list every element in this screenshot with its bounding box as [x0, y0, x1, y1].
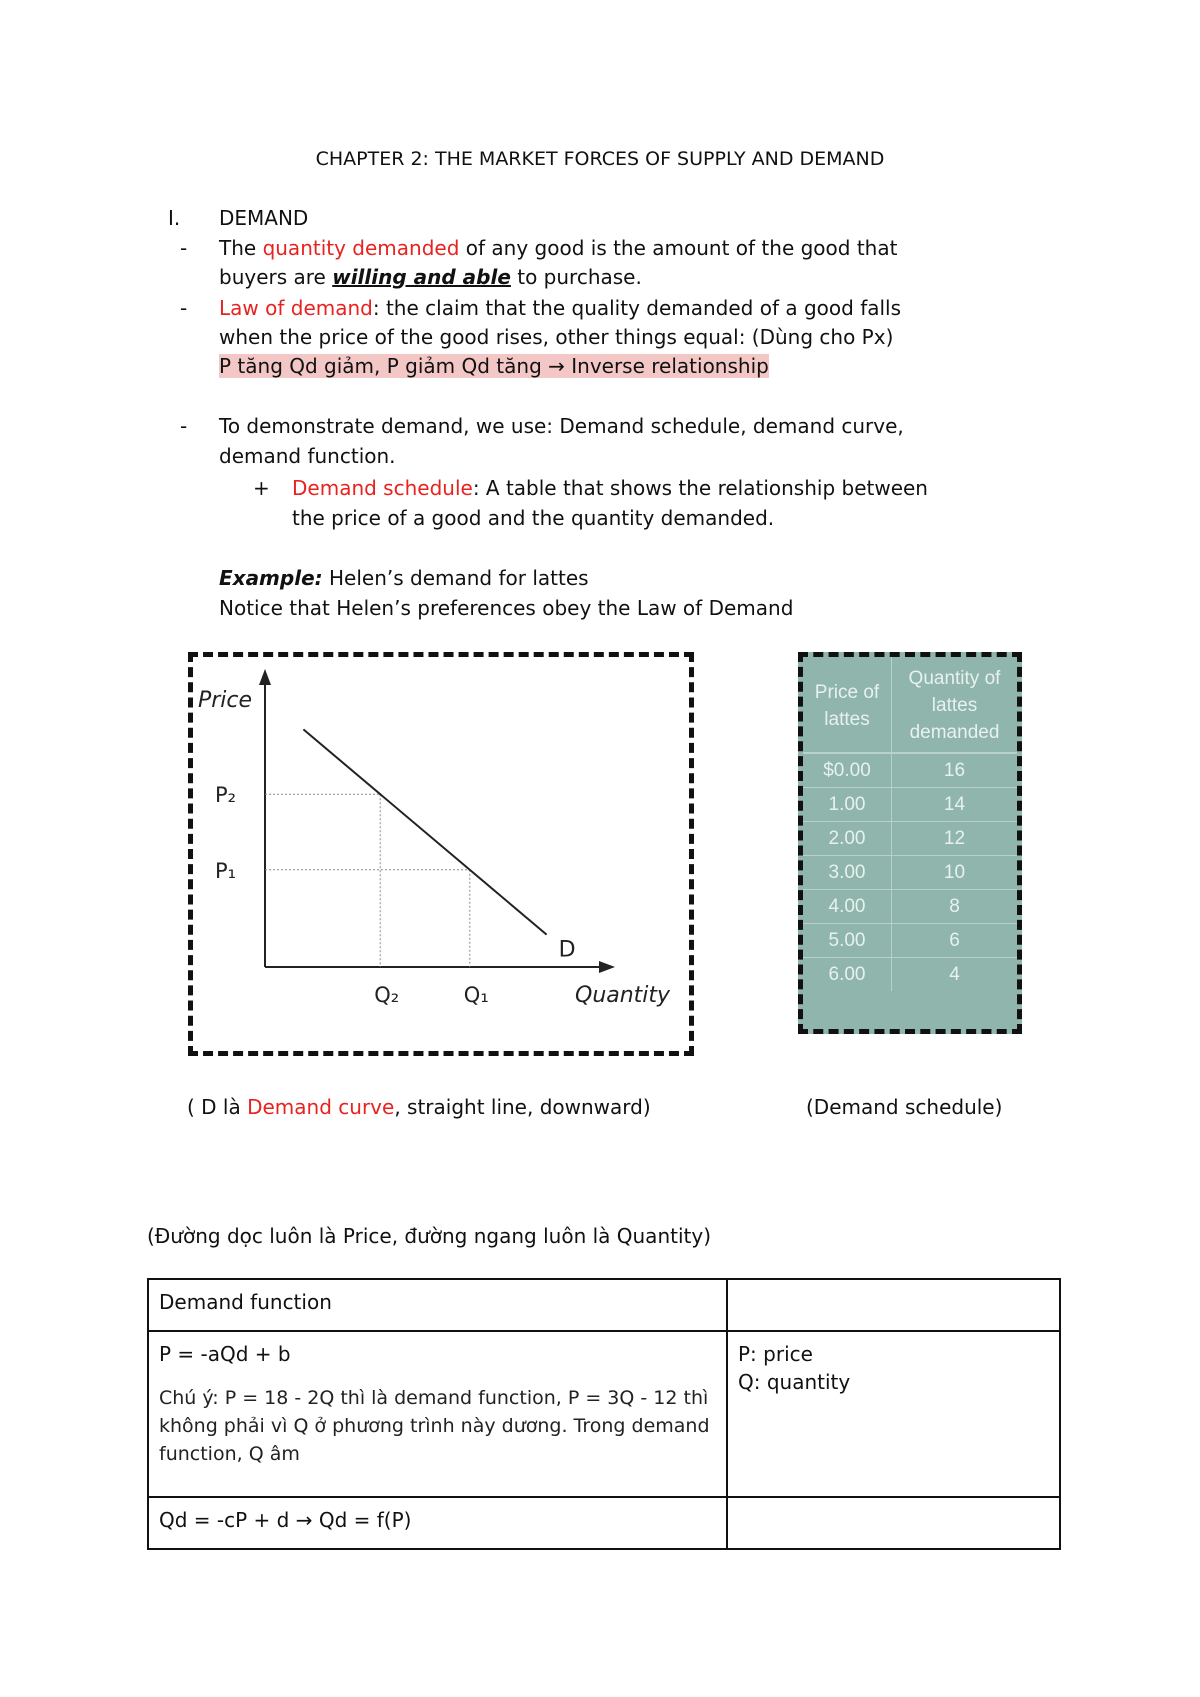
schedule-quantity-cell: 12 — [892, 822, 1018, 856]
text: : the claim that the quality demanded of a good falls — [372, 296, 902, 320]
example-line — [219, 564, 589, 593]
curve-label: D — [558, 937, 576, 963]
table-cell — [727, 1331, 1060, 1497]
schedule-row — [803, 788, 1017, 822]
demand-curve-figure — [188, 652, 694, 1056]
schedule-row — [803, 890, 1017, 924]
table-row — [148, 1331, 1060, 1497]
emphasis-willing-able: willing and able — [332, 265, 511, 289]
page-title: CHAPTER 2: THE MARKET FORCES OF SUPPLY AND DEMAND — [315, 148, 885, 170]
schedule-price-cell: 2.00 — [803, 822, 892, 856]
text: of any good is the amount of the good that — [459, 236, 898, 260]
bullet-marker: - — [180, 296, 188, 320]
bullet-demonstrate: To demonstrate demand, we use: Demand schedule, demand curve, — [219, 414, 904, 438]
schedule-price-cell: $0.00 — [803, 753, 892, 788]
formula-inverse: P = -aQd + b — [159, 1342, 291, 1366]
term-quantity-demanded: quantity demanded — [262, 236, 460, 260]
schedule-header-quantity: Quantity of lattes demanded — [892, 657, 1018, 753]
bullet-law-of-demand — [219, 294, 901, 323]
highlighted-rule — [219, 352, 769, 381]
schedule-quantity-cell: 16 — [892, 753, 1018, 788]
table-row — [148, 1497, 1060, 1549]
x-axis-arrow-icon — [599, 961, 615, 973]
text: , straight line, downward) — [394, 1095, 651, 1119]
text: buyers are — [219, 265, 333, 289]
caption-demand-schedule: (Demand schedule) — [806, 1095, 1003, 1119]
demand-curve-chart — [193, 657, 689, 1051]
bullet-marker: - — [180, 236, 188, 260]
demand-function-table — [147, 1278, 1061, 1550]
section-heading: DEMAND — [219, 206, 309, 230]
schedule-price-cell: 5.00 — [803, 924, 892, 958]
x-tick-label: Q₁ — [463, 983, 489, 1007]
x-axis-label: Quantity — [575, 983, 671, 1008]
text: to purchase. — [510, 265, 642, 289]
schedule-quantity-cell: 8 — [892, 890, 1018, 924]
demand-schedule-table — [803, 657, 1017, 991]
table-cell: Qd = -cP + d → Qd = f(P) — [148, 1497, 727, 1549]
text: : A table that shows the relationship between — [472, 476, 928, 500]
highlight-text: P tăng Qd giảm, P giảm Qd tăng → Inverse relationship — [219, 354, 769, 378]
table-cell: Demand function — [148, 1279, 727, 1331]
y-axis-label: Price — [198, 688, 253, 713]
example-text: Helen’s demand for lattes — [322, 566, 589, 590]
example-label: Example: — [219, 566, 323, 590]
axis-note: (Đường dọc luôn là Price, đường ngang luôn là Quantity) — [147, 1224, 711, 1248]
table-row — [148, 1279, 1060, 1331]
demand-schedule-image — [798, 652, 1022, 1034]
sub-bullet-demand-schedule — [292, 474, 928, 503]
sub-bullet-line2: the price of a good and the quantity demanded. — [292, 506, 775, 530]
schedule-row — [803, 753, 1017, 788]
schedule-row — [803, 856, 1017, 890]
sub-bullet-marker: + — [253, 476, 270, 500]
example-line2: Notice that Helen’s preferences obey the Law of Demand — [219, 596, 794, 620]
term-demand-schedule: Demand schedule — [292, 476, 473, 500]
schedule-price-cell: 3.00 — [803, 856, 892, 890]
schedule-quantity-cell: 10 — [892, 856, 1018, 890]
formula-note: Chú ý: P = 18 - 2Q thì là demand function, P = 3Q - 12 thì không phải vì Q ở phương trình này dương. Trong demand function, Q âm — [159, 1387, 710, 1465]
schedule-price-cell: 4.00 — [803, 890, 892, 924]
section-number: I. — [168, 206, 181, 230]
legend-quantity: Q: quantity — [738, 1370, 851, 1394]
y-tick-label: P₂ — [215, 783, 237, 808]
text: The — [219, 236, 263, 260]
schedule-quantity-cell: 4 — [892, 958, 1018, 992]
x-tick-label: Q₂ — [374, 983, 400, 1007]
y-axis-arrow-icon — [259, 669, 271, 685]
schedule-quantity-cell: 14 — [892, 788, 1018, 822]
term-law-of-demand: Law of demand — [219, 296, 373, 320]
bullet-quantity-demanded — [219, 234, 897, 263]
bullet-demonstrate-line2: demand function. — [219, 444, 396, 468]
demand-curve-line — [303, 729, 546, 934]
schedule-quantity-cell: 6 — [892, 924, 1018, 958]
bullet-law-of-demand-line2: when the price of the good rises, other things equal: (Dùng cho Px) — [219, 325, 894, 349]
term-demand-curve: Demand curve — [247, 1095, 395, 1119]
table-cell — [148, 1331, 727, 1497]
bullet-quantity-demanded-line2 — [219, 263, 642, 292]
caption-demand-curve — [187, 1093, 651, 1122]
schedule-header-price: Price of lattes — [803, 657, 892, 753]
schedule-row — [803, 958, 1017, 992]
schedule-row — [803, 924, 1017, 958]
schedule-price-cell: 1.00 — [803, 788, 892, 822]
y-tick-label: P₁ — [215, 858, 237, 883]
legend-price: P: price — [738, 1342, 813, 1366]
schedule-row — [803, 822, 1017, 856]
bullet-marker: - — [180, 414, 188, 438]
table-cell — [727, 1497, 1060, 1549]
text: ( D là — [187, 1095, 248, 1119]
table-cell — [727, 1279, 1060, 1331]
schedule-price-cell: 6.00 — [803, 958, 892, 992]
